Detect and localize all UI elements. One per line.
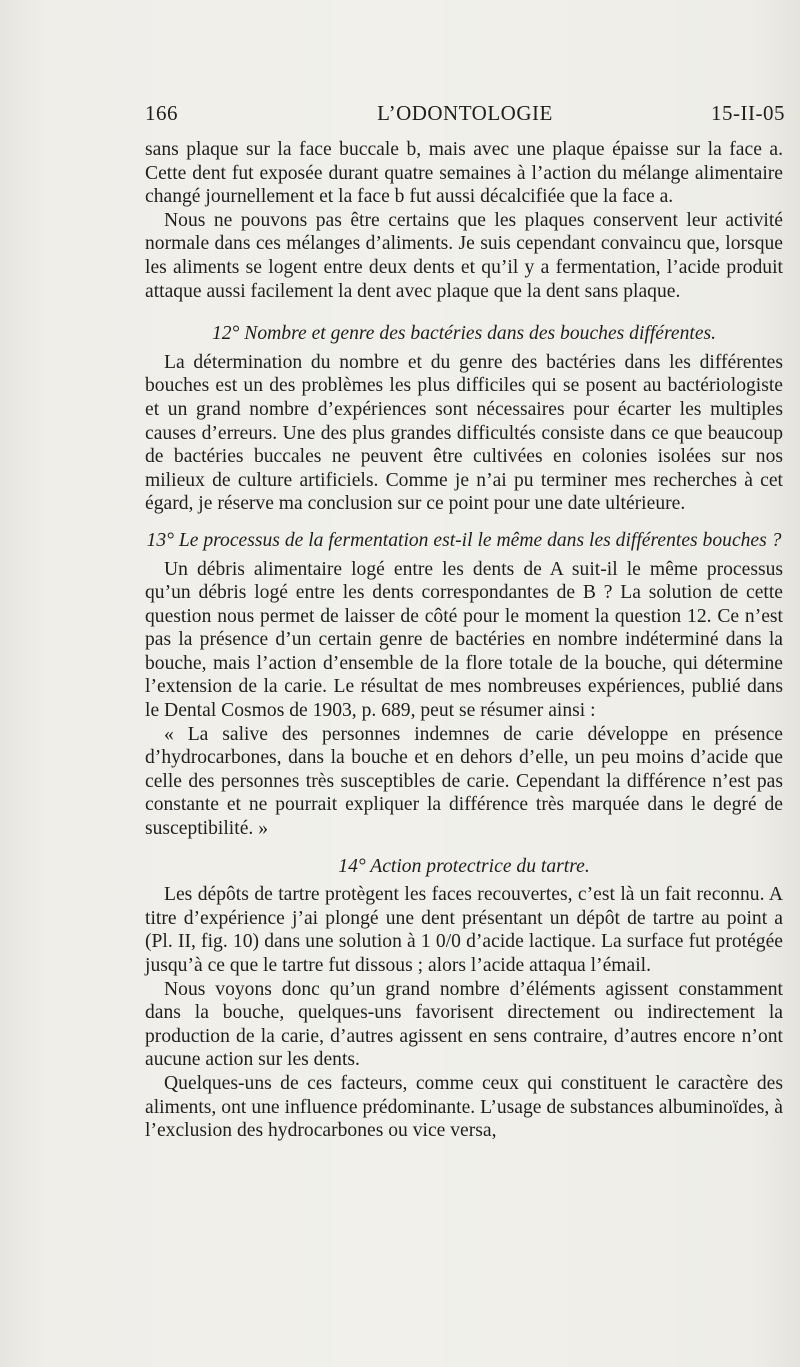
paragraph: Nous ne pouvons pas être certains que les plaques conservent leur activité normale dans ces mélanges d’aliments. Je suis cependant convaincu que, lorsque les aliments se logent entre deux dents et qu’il y a fermentation, l’acide produit attaque aussi facilement la dent avec plaque que la dent sans plaque. bbox=[145, 209, 783, 302]
running-header bbox=[145, 101, 785, 129]
paragraph: Les dépôts de tartre protègent les faces recouvertes, c’est là un fait reconnu. A titre d’expérience j’ai plongé une dent présentant un dépôt de tartre au point a (Pl. II, fig. 10) dans une solution à 1 0/0 d’acide lactique. La surface fut protégée jusqu’à ce que le tartre fut dissous ; alors l’acide attaqua l’émail. bbox=[145, 884, 783, 976]
paragraph: Quelques-uns de ces facteurs, comme ceux qui constituent le caractère des aliments, ont une influence prédominante. L’usage de substances albuminoïdes, à l’exclusion des hydrocarbones ou vice versa, bbox=[145, 1072, 783, 1142]
issue-date: 15-II-05 bbox=[711, 101, 785, 125]
paragraph: Nous voyons donc qu’un grand nombre d’éléments agissent constamment dans la bouche, quelques-uns favorisent directement ou indirectement la production de la carie, d’autres agissent en sens contraire, d’autres encore n’ont aucune action sur les dents. bbox=[145, 978, 783, 1071]
journal-title: L’ODONTOLOGIE bbox=[377, 101, 553, 125]
section-heading-14: 14° Action protectrice du tartre. bbox=[338, 855, 590, 877]
paragraph-continuation: sans plaque sur la face buccale b, mais avec une plaque épaisse sur la face a. Cette dent fut exposée durant quatre semaines à l’action du mélange alimentaire changé journellement et la face b fut aussi décalcifiée que la face a. bbox=[145, 139, 783, 208]
quotation: « La salive des personnes indemnes de carie développe en présence d’hydrocarbones, dans la bouche et en dehors d’elle, un peu moins d’acide que celle des personnes très susceptibles de carie. Cependant la différence n’est pas constante et ne pourrait expliquer la différence très marquée dans le degré de susceptibilité. » bbox=[145, 723, 783, 840]
paragraph: La détermination du nombre et du genre des bactéries dans les différentes bouches est un des problèmes les plus difficiles qui se posent au bactériologiste et un grand nombre d’expériences sont nécessaires pour écarter les multiples causes d’erreurs. Une des plus grandes difficultés consiste dans ce que beaucoup de bactéries buccales ne peuvent être cultivées en colonies isolées sur nos milieux de culture artificiels. Comme je n’ai pu terminer mes recherches à cet égard, je réserve ma conclusion sur ce point pour une date ultérieure. bbox=[145, 351, 783, 515]
section-heading-13: 13° Le processus de la fermentation est-il le même dans les différentes bouches ? bbox=[146, 529, 782, 551]
article-body bbox=[145, 138, 783, 1143]
page-number: 166 bbox=[145, 101, 178, 125]
paragraph: Un débris alimentaire logé entre les dents de A suit-il le même processus qu’un débris logé entre les dents correspondantes de B ? La solution de cette question nous permet de laisser de côté pour le moment la question 12. Ce n’est pas la présence d’un certain genre de bactéries en nombre indéterminé dans la bouche, mais l’action d’ensemble de la flore totale de la bouche, qui détermine l’extension de la carie. Le résultat de mes nombreuses expériences, publié dans le Dental Cosmos de 1903, p. 689, peut se résumer ainsi : bbox=[145, 558, 783, 722]
section-heading-12: 12° Nombre et genre des bactéries dans des bouches différentes. bbox=[211, 323, 717, 345]
